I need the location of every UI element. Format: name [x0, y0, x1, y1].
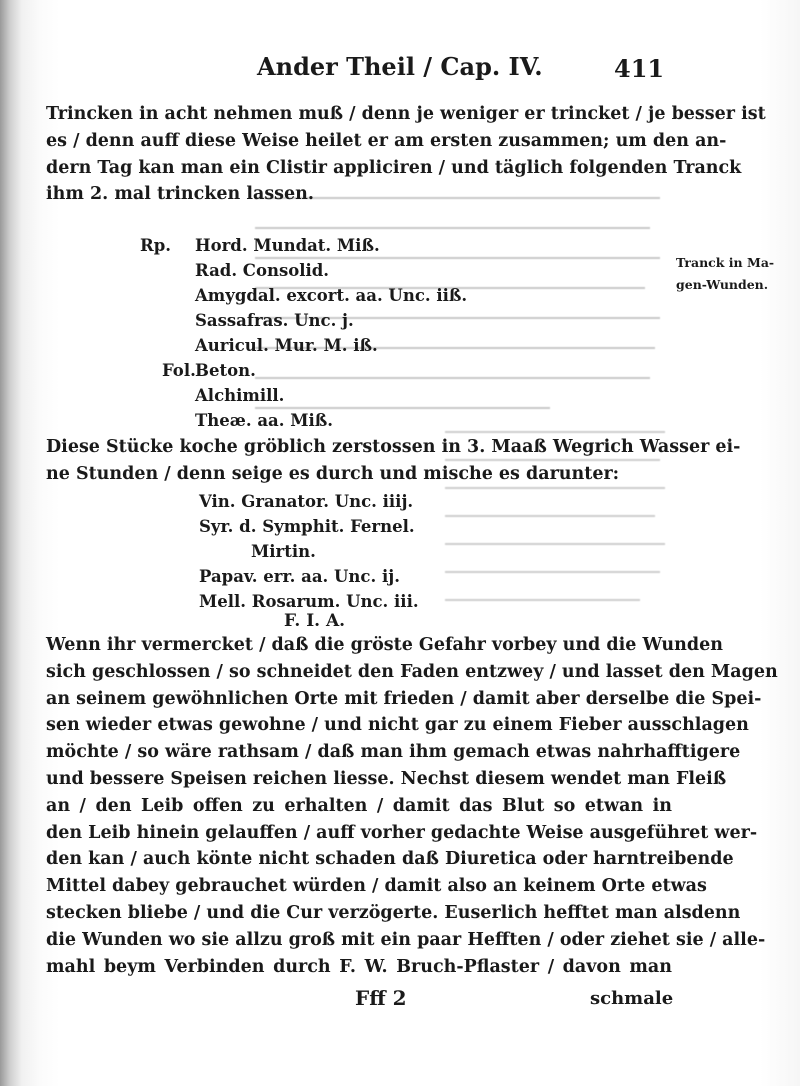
text-line: Wenn ihr vermercket / daß die gröste Gefahr vorbey und die Wunden [46, 635, 723, 655]
text-line: mahl beym Verbinden durch F. W. Bruch-Pflaster / davon man [46, 956, 672, 977]
text-line: Diese Stücke koche gröblich zerstossen in 3. Maaß Wegrich Wasser ei- [46, 437, 741, 457]
recipe-item: Auricul. Mur. M. iß. [195, 336, 378, 355]
text-line: an / den Leib offen zu erhalten / damit das Blut so etwan in [46, 795, 672, 816]
recipe-item: Syr. d. Symphit. Fernel. [199, 517, 415, 536]
paragraph-2 [46, 434, 741, 488]
paragraph-3 [46, 632, 778, 980]
paragraph-1 [46, 101, 766, 208]
text-line: und bessere Speisen reichen liesse. Nechst diesem wendet man Fleiß [46, 768, 727, 789]
margin-note-line: Tranck in Ma- [676, 255, 775, 270]
text-line: sich geschlossen / so schneidet den Faden entzwey / und lasset den Magen [46, 661, 778, 682]
recipe-item: Amygdal. excort. aa. Unc. iiß. [195, 286, 468, 305]
catchword: schmale [590, 988, 674, 1009]
recipe-item: Hord. Mundat. Miß. [195, 236, 380, 255]
text-line: den kan / auch könte nicht schaden daß Diuretica oder harntreibende [46, 849, 734, 870]
recipe-1 [0, 232, 670, 432]
text-line: den Leib hinein gelauffen / auff vorher gedachte Weise ausgeführet wer- [46, 822, 758, 843]
text-line: es / denn auff diese Weise heilet er am ersten zusammen; um den an- [46, 130, 727, 151]
recipe-2 [0, 488, 670, 618]
text-line: sen wieder etwas gewohne / und nicht gar zu einem Fieber ausschlagen [46, 715, 749, 736]
text-line: möchte / so wäre rathsam / daß man ihm gemach etwas nahrhafftigere [46, 742, 741, 763]
text-line: dern Tag kan man ein Clistir appliciren / und täglich folgenden Tranck [46, 157, 742, 178]
recipe-item: Alchimill. [195, 386, 285, 405]
margin-note-line: gen-Wunden. [676, 277, 769, 292]
page-number: 411 [614, 54, 665, 83]
recipe-item: Rad. Consolid. [195, 261, 330, 280]
text-line: stecken bliebe / und die Cur verzögerte. Euserlich hefftet man alsdenn [46, 902, 741, 923]
text-line: die Wunden wo sie allzu groß mit ein paar Hefften / oder ziehet sie / alle- [46, 929, 766, 950]
recipe-item: Theæ. aa. Miß. [195, 411, 334, 430]
fia-formula: F. I. A. [284, 611, 346, 631]
recipe-fol-label: Fol. [162, 361, 196, 380]
signature-mark: Fff 2 [355, 986, 407, 1010]
recipe-item: Vin. Granator. Unc. iiij. [199, 492, 414, 511]
text-line: Mittel dabey gebrauchet würden / damit also an keinem Orte etwas [46, 876, 707, 897]
recipe-item: Sassafras. Unc. j. [195, 311, 354, 330]
recipe-rp-label: Rp. [140, 236, 171, 255]
recipe-item: Beton. [195, 361, 256, 380]
text-line: ihm 2. mal trincken lassen. [46, 184, 314, 205]
recipe-item: Papav. err. aa. Unc. ij. [199, 567, 400, 586]
margin-note [676, 252, 796, 296]
recipe-item: Mirtin. [251, 542, 316, 561]
text-line: an seinem gewöhnlichen Orte mit frieden / damit aber derselbe die Spei- [46, 688, 762, 709]
text-line: ne Stunden / denn seige es durch und mische es darunter: [46, 463, 620, 484]
page-header [46, 52, 670, 88]
recipe-item: Mell. Rosarum. Unc. iii. [199, 592, 419, 611]
running-title: Ander Theil / Cap. IV. [257, 52, 543, 81]
text-line: Trincken in acht nehmen muß / denn je weniger er trincket / je besser ist [46, 104, 766, 124]
